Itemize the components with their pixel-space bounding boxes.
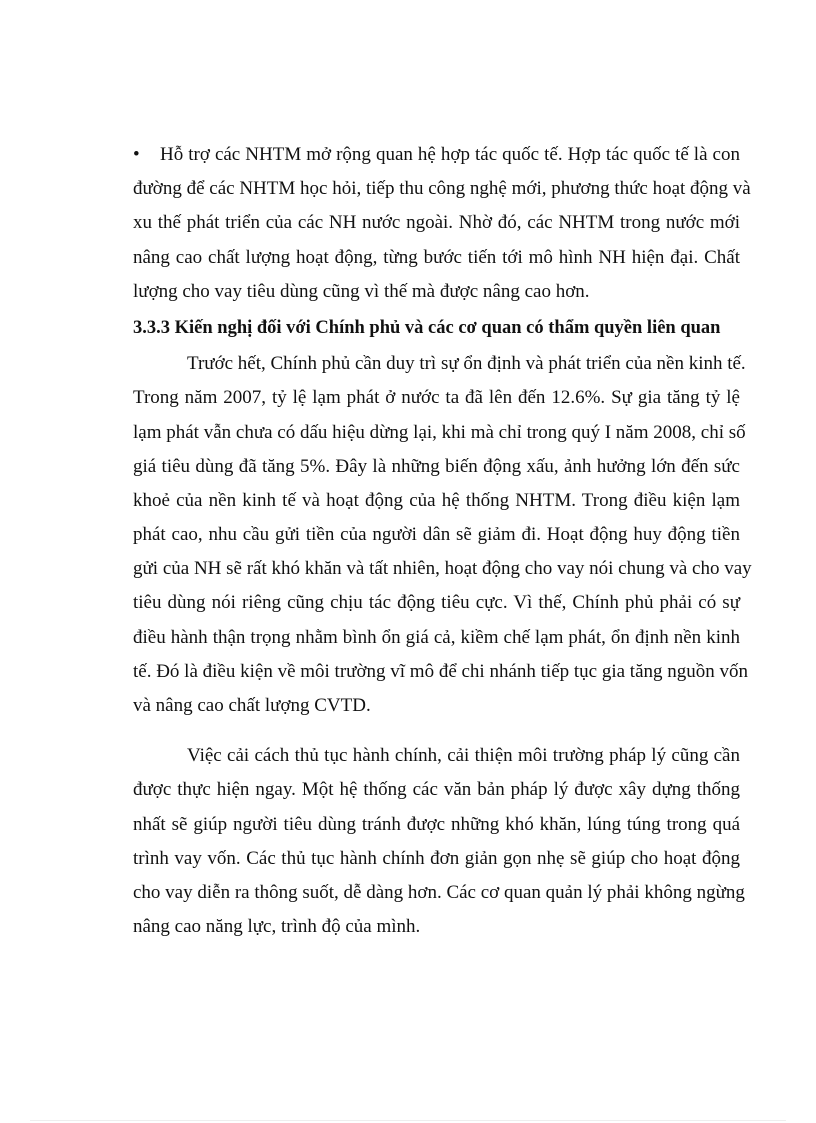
bullet-line: Hỗ trợ các NHTM mở rộng quan hệ hợp tác quốc tế. Hợp tác quốc tế là con bbox=[160, 144, 740, 165]
paragraph-line: cho vay diễn ra thông suốt, dễ dàng hơn. Các cơ quan quản lý phải không ngừng bbox=[133, 881, 745, 903]
bullet-item bbox=[133, 138, 751, 309]
paragraph-line: tế. Đó là điều kiện về môi trường vĩ mô để chi nhánh tiếp tục gia tăng nguồn vốn bbox=[133, 660, 749, 682]
paragraph-line: Trước hết, Chính phủ cần duy trì sự ổn định và phát triển của nền kinh tế. bbox=[187, 353, 746, 375]
paragraph-line: và nâng cao chất lượng CVTD. bbox=[133, 695, 371, 716]
paragraph-line: Trong năm 2007, tỷ lệ lạm phát ở nước ta đã lên đến 12.6%. Sự gia tăng tỷ lệ bbox=[133, 387, 740, 409]
bullet-line: lượng cho vay tiêu dùng cũng vì thế mà được nâng cao hơn. bbox=[133, 280, 590, 302]
paragraph-line: điều hành thận trọng nhằm bình ổn giá cả, kiềm chế lạm phát, ổn định nền kinh bbox=[133, 626, 740, 648]
paragraph-line: lạm phát vẫn chưa có dấu hiệu dừng lại, khi mà chỉ trong quý I năm 2008, chỉ số bbox=[133, 421, 746, 443]
paragraph-1 bbox=[133, 347, 752, 723]
paragraph-2 bbox=[133, 739, 745, 944]
paragraph-line: khoẻ của nền kinh tế và hoạt động của hệ thống NHTM. Trong điều kiện lạm bbox=[133, 489, 740, 511]
paragraph-line: Việc cải cách thủ tục hành chính, cải thiện môi trường pháp lý cũng cần bbox=[187, 745, 740, 767]
paragraph-line: nâng cao năng lực, trình độ của mình. bbox=[133, 916, 421, 938]
bullet-icon: • bbox=[133, 144, 140, 165]
paragraph-line: nhất sẽ giúp người tiêu dùng tránh được những khó khăn, lúng túng trong quá bbox=[133, 813, 740, 835]
section-heading: 3.3.3 Kiến nghị đối với Chính phủ và các cơ quan có thẩm quyền liên quan bbox=[133, 317, 721, 338]
page-bottom-divider bbox=[30, 1120, 786, 1121]
document-body bbox=[133, 138, 752, 944]
paragraph-line: phát cao, nhu cầu gửi tiền của người dân sẽ giảm đi. Hoạt động huy động tiền bbox=[133, 524, 740, 546]
paragraph-line: trình vay vốn. Các thủ tục hành chính đơn giản gọn nhẹ sẽ giúp cho hoạt động bbox=[133, 847, 740, 869]
bullet-line: đường để các NHTM học hỏi, tiếp thu công nghệ mới, phương thức hoạt động và bbox=[133, 178, 751, 200]
paragraph-line: tiêu dùng nói riêng cũng chịu tác động tiêu cực. Vì thế, Chính phủ phải có sự bbox=[133, 592, 740, 614]
paragraph-line: gửi của NH sẽ rất khó khăn và tất nhiên, hoạt động cho vay nói chung và cho vay bbox=[133, 558, 752, 580]
bullet-line: nâng cao chất lượng hoạt động, từng bước tiến tới mô hình NH hiện đại. Chất bbox=[133, 246, 740, 268]
paragraph-line: được thực hiện ngay. Một hệ thống các văn bản pháp lý được xây dựng thống bbox=[133, 779, 740, 801]
bullet-line: xu thế phát triển của các NH nước ngoài. Nhờ đó, các NHTM trong nước mới bbox=[133, 212, 740, 234]
paragraph-line: giá tiêu dùng đã tăng 5%. Đây là những biến động xấu, ảnh hưởng lớn đến sức bbox=[133, 455, 740, 477]
